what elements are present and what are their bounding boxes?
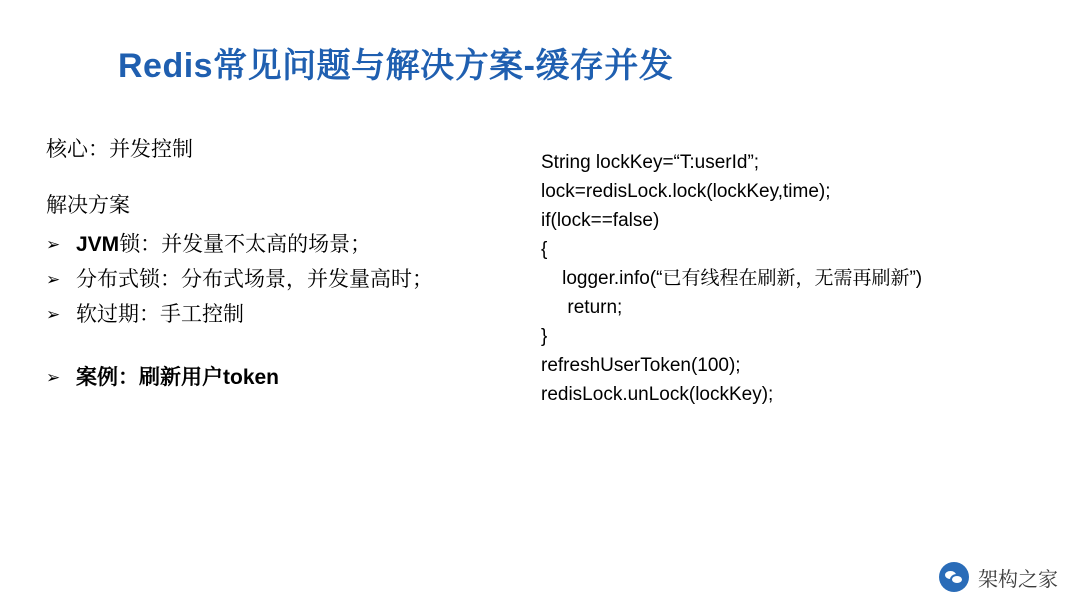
solution-bullet-list — [46, 227, 516, 332]
list-item — [46, 297, 516, 332]
code-block — [541, 148, 1031, 409]
bullet-arrow-icon: ➢ — [46, 305, 61, 324]
list-item-label: 分布式锁：分布式场景，并发量高时； — [76, 268, 433, 291]
bullet-arrow-icon: ➢ — [46, 368, 61, 387]
code-line: lock=redisLock.lock(lockKey,time); — [541, 181, 831, 202]
case-item — [46, 360, 516, 395]
code-line: } — [541, 326, 548, 347]
core-statement: 核心：并发控制 — [46, 138, 193, 161]
list-item-label: 锁：并发量不太高的场景； — [119, 233, 372, 256]
code-line: logger.info(“已有线程在刷新，无需再刷新”) — [541, 268, 923, 289]
watermark — [939, 562, 1058, 592]
left-content-column — [46, 135, 516, 395]
wechat-account-icon — [939, 562, 969, 592]
bullet-arrow-icon: ➢ — [46, 235, 61, 254]
code-line: redisLock.unLock(lockKey); — [541, 384, 774, 405]
code-line: return; — [541, 297, 623, 318]
list-item-label: 软过期：手工控制 — [76, 303, 244, 326]
case-label: 案例：刷新用户token — [76, 366, 280, 389]
code-line: String lockKey=“T:userId”; — [541, 152, 760, 173]
list-item — [46, 262, 516, 297]
code-line: { — [541, 239, 548, 260]
code-line: if(lock==false) — [541, 210, 660, 231]
bullet-arrow-icon: ➢ — [46, 270, 61, 289]
list-item-bold: JVM — [76, 233, 120, 256]
case-block — [46, 360, 516, 395]
code-line: refreshUserToken(100); — [541, 355, 741, 376]
list-item — [46, 227, 516, 262]
page-title: Redis常见问题与解决方案-缓存并发 — [118, 47, 674, 85]
solution-heading: 解决方案 — [46, 194, 130, 217]
watermark-label: 架构之家 — [978, 568, 1058, 591]
